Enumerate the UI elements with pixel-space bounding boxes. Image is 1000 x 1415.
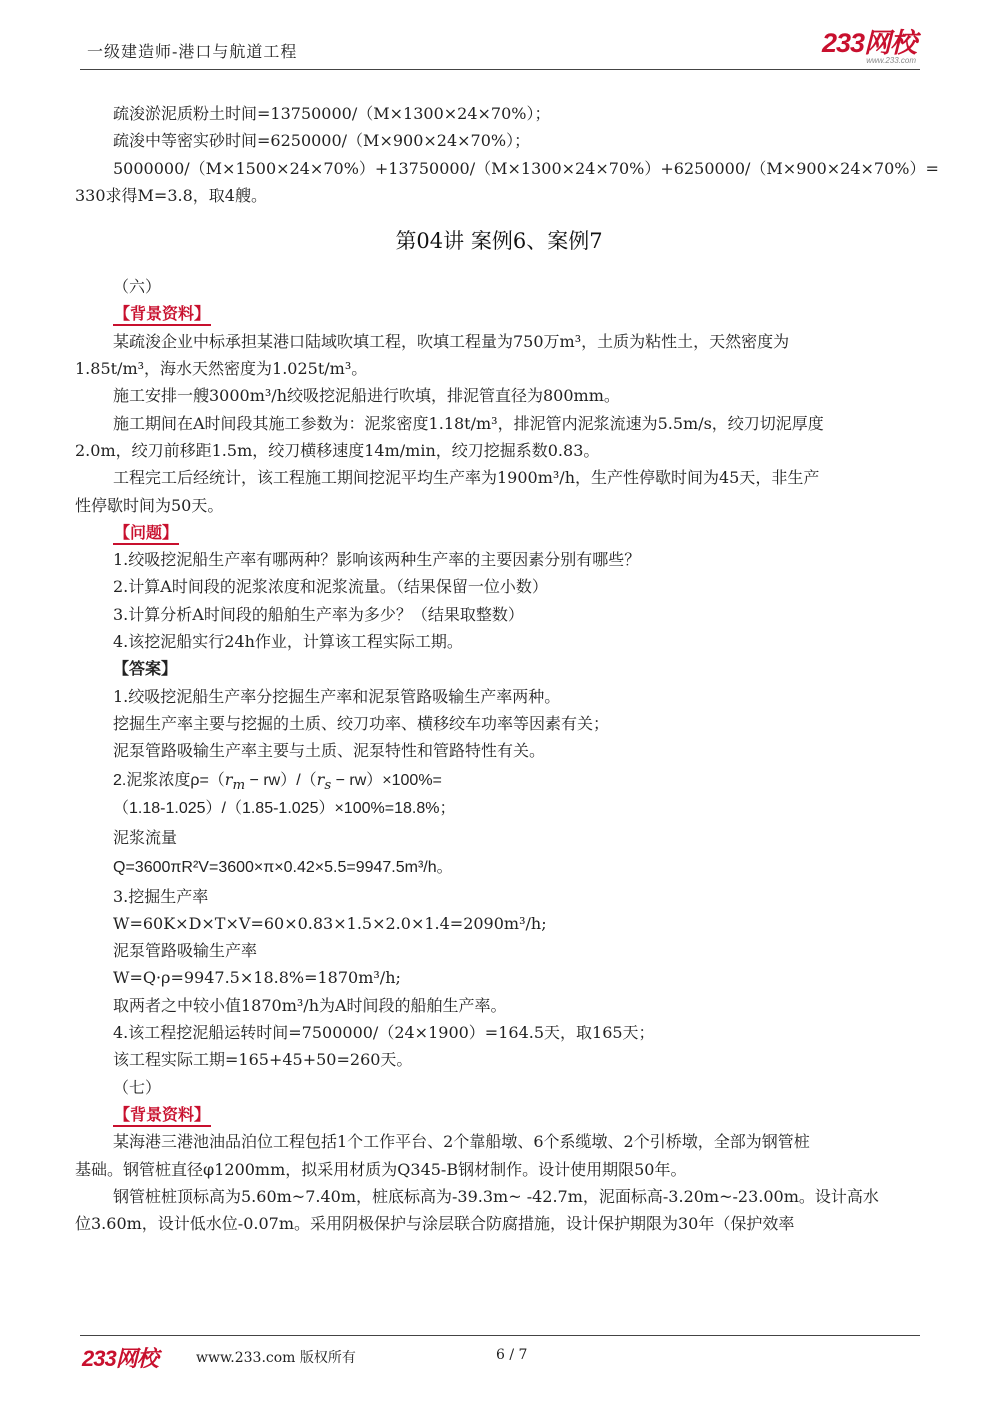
flow-heading: 泥浆流量 xyxy=(113,829,178,847)
background-line: 某海港三港池油品泊位工程包括1个工作平台、2个靠船墩、6个系缆墩、2个引桥墩，全部为钢管桩 xyxy=(113,1132,810,1152)
concentration-result: （1.18-1.025）/（1.85-1.025）×100%=18.8%； xyxy=(113,800,456,818)
answer-line: 3.挖掘生产率 xyxy=(113,886,209,906)
case-number: （六） xyxy=(113,277,162,297)
concentration-formula: 2.泥浆浓度$\rho=(r_m - rw)/(r_s - rw)\times 100\%=$ xyxy=(113,769,442,793)
background-line: 施工安排一艘3000m³/h绞吸挖泥船进行吹填，排泥管直径为800mm。 xyxy=(113,386,620,406)
header-title: 一级建造师-港口与航道工程 xyxy=(87,42,298,61)
document-body xyxy=(75,100,939,1237)
header-divider xyxy=(80,69,920,70)
background-tag: 【背景资料】 xyxy=(113,304,211,326)
intro-line: 5000000/（M×1500×24×70%）+13750000/（M×1300×24×70%）+6250000/（M×900×24×70%）= xyxy=(113,158,939,178)
answer-line: 泥泵管路吸输生产率 xyxy=(113,941,258,961)
footer-divider xyxy=(80,1335,920,1336)
footer-logo[interactable]: 233网校 xyxy=(82,1346,158,1371)
logo-url: www.233.com xyxy=(866,56,916,65)
question-tag: 【问题】 xyxy=(113,523,179,545)
background-tag: 【背景资料】 xyxy=(113,1105,211,1127)
background-line: 1.85t/m³，海水天然密度为1.025t/m³。 xyxy=(75,359,368,379)
case-number: （七） xyxy=(113,1077,162,1097)
question-line: 1.绞吸挖泥船生产率有哪两种？影响该两种生产率的主要因素分别有哪些？ xyxy=(113,550,641,570)
intro-line: 330求得M=3.8，取4艘。 xyxy=(75,185,267,205)
background-line: 2.0m，绞刀前移距1.5m，绞刀横移速度14m/min，绞刀挖掘系数0.83。 xyxy=(75,440,600,460)
background-line: 性停歇时间为50天。 xyxy=(75,495,224,515)
answer-line: 取两者之中较小值1870m³/h为A时间段的船舶生产率。 xyxy=(113,995,507,1015)
brand-logo[interactable] xyxy=(822,30,916,65)
background-line: 基础。钢管桩直径φ1200mm，拟采用材质为Q345-B钢材制作。设计使用期限50年。 xyxy=(75,1159,687,1179)
footer-copyright: www.233.com 版权所有 xyxy=(196,1350,356,1366)
answer-line: 泥泵管路吸输生产率主要与土质、泥泵特性和管路特性有关。 xyxy=(113,741,546,761)
answer-line: 该工程实际工期=165+45+50=260天。 xyxy=(113,1050,413,1070)
question-line: 2.计算A时间段的泥浆浓度和泥浆流量。（结果保留一位小数） xyxy=(113,577,548,597)
intro-line: 疏浚中等密实砂时间=6250000/（M×900×24×70%）； xyxy=(113,131,531,151)
answer-line: 1.绞吸挖泥船生产率分挖掘生产率和泥泵管路吸输生产率两种。 xyxy=(113,686,561,706)
answer-line: W=60K×D×T×V=60×0.83×1.5×2.0×1.4=2090m³/h; xyxy=(113,913,547,933)
background-line: 工程完工后经统计，该工程施工期间挖泥平均生产率为1900m³/h，生产性停歇时间为45天，非生产 xyxy=(113,468,820,488)
background-line: 位3.60m，设计低水位-0.07m。采用阴极保护与涂层联合防腐措施，设计保护期限为30年（保护效率 xyxy=(75,1214,795,1234)
answer-line: 挖掘生产率主要与挖掘的土质、绞刀功率、横移绞车功率等因素有关； xyxy=(113,713,610,733)
section-title: 第04讲 案例6、案例7 xyxy=(395,229,603,254)
intro-line: 疏浚淤泥质粉土时间=13750000/（M×1300×24×70%）； xyxy=(113,104,551,123)
page-number: 6 / 7 xyxy=(496,1347,528,1363)
answer-line: 4.该工程挖泥船运转时间=7500000/（24×1900）=164.5天，取165天； xyxy=(113,1023,655,1043)
background-line: 钢管桩桩顶标高为5.60m~7.40m，桩底标高为-39.3m~ -42.7m，泥面标高-3.20m~-23.00m。设计高水 xyxy=(113,1186,879,1206)
answer-line: W=Q·ρ=9947.5×18.8%=1870m³/h; xyxy=(113,968,401,988)
logo-text: 233网校 xyxy=(821,28,916,58)
answer-tag: 【答案】 xyxy=(113,659,178,679)
flow-formula: Q=3600πR²V=3600×π×0.42×5.5=9947.5m³/h。 xyxy=(113,859,453,877)
question-line: 4.该挖泥船实行24h作业，计算该工程实际工期。 xyxy=(113,632,463,652)
question-line: 3.计算分析A时间段的船舶生产率为多少？（结果取整数） xyxy=(113,604,524,624)
background-line: 某疏浚企业中标承担某港口陆域吹填工程，吹填工程量为750万m³，土质为粘性土，天然密度为 xyxy=(113,331,790,351)
background-line: 施工期间在A时间段其施工参数为：泥浆密度1.18t/m³，排泥管内泥浆流速为5.5m/s，绞刀切泥厚度 xyxy=(113,413,824,433)
